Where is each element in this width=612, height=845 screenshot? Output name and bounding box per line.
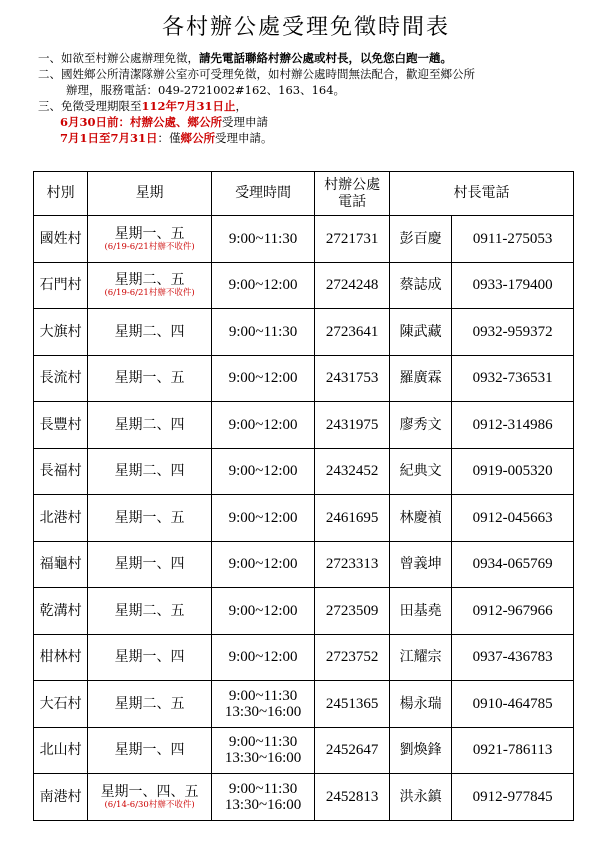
table-row <box>34 541 574 588</box>
note-3a-text: 受理申請 <box>222 115 269 129</box>
schedule-table <box>33 171 574 821</box>
days-note: (6/19-6/21村辦不收件) <box>104 241 195 252</box>
note-3 <box>38 98 598 114</box>
days-text: 星期一、四 <box>114 649 185 666</box>
header-office-phone-line2: 電話 <box>338 193 367 210</box>
days-text: 星期一、五 <box>114 225 185 242</box>
days-text: 星期一、四 <box>114 556 185 573</box>
hours-morning: 9:00~11:30 <box>228 734 298 751</box>
hours-cell <box>211 216 315 263</box>
table-row <box>34 634 574 681</box>
hours-cell <box>211 402 315 449</box>
hours-cell <box>211 262 315 309</box>
note-3-suffix: ， <box>235 99 248 113</box>
village-cell: 北港村 <box>34 495 88 542</box>
chief-phone-cell: 0912-967966 <box>452 588 574 635</box>
chief-phone-cell: 0932-736531 <box>452 355 574 402</box>
table-row <box>34 495 574 542</box>
days-cell <box>88 309 211 356</box>
days-text: 星期一、四 <box>114 742 185 759</box>
days-text: 星期二、五 <box>114 272 185 289</box>
hours-cell <box>211 309 315 356</box>
hours-cell <box>211 774 315 821</box>
note-3-deadline: 112年7月31日止 <box>141 99 236 113</box>
days-text: 星期二、四 <box>114 323 185 340</box>
days-text: 星期二、四 <box>114 463 185 480</box>
table-row <box>34 262 574 309</box>
chief-phone-cell: 0912-314986 <box>452 402 574 449</box>
header-chief-phone: 村長電話 <box>389 172 573 216</box>
chief-name-cell: 彭百慶 <box>389 216 451 263</box>
chief-phone-cell: 0921-786113 <box>452 727 574 774</box>
chief-phone-cell: 0911-275053 <box>452 216 574 263</box>
office-phone-cell: 2451365 <box>315 681 390 728</box>
chief-name-cell: 廖秀文 <box>389 402 451 449</box>
days-cell <box>88 588 211 635</box>
days-note: (6/14-6/30村辦不收件) <box>104 799 195 810</box>
chief-name-cell: 楊永瑞 <box>389 681 451 728</box>
chief-name-cell: 曾義坤 <box>389 541 451 588</box>
days-text: 星期二、四 <box>114 416 185 433</box>
hours-cell <box>211 727 315 774</box>
chief-phone-cell: 0912-045663 <box>452 495 574 542</box>
table-row <box>34 681 574 728</box>
days-cell <box>88 448 211 495</box>
office-phone-cell: 2452813 <box>315 774 390 821</box>
note-3-text: 三、免徵受理期限至 <box>38 99 142 113</box>
notes-block <box>38 50 598 146</box>
days-cell <box>88 727 211 774</box>
hours-morning: 9:00~12:00 <box>228 277 298 294</box>
days-text: 星期一、五 <box>114 370 185 387</box>
office-phone-cell: 2452647 <box>315 727 390 774</box>
days-cell <box>88 402 211 449</box>
chief-name-cell: 羅廣霖 <box>389 355 451 402</box>
chief-name-cell: 蔡誌成 <box>389 262 451 309</box>
table-row <box>34 309 574 356</box>
office-phone-cell: 2723641 <box>315 309 390 356</box>
hours-cell <box>211 495 315 542</box>
table-row <box>34 448 574 495</box>
table-row <box>34 216 574 263</box>
note-2-line-2: 辦理，服務電話：049-2721002#162、163、164。 <box>66 83 346 97</box>
hours-afternoon: 13:30~16:00 <box>224 796 302 813</box>
hours-morning: 9:00~11:30 <box>228 230 298 247</box>
hours-cell <box>211 355 315 402</box>
header-office-phone-line1: 村辦公處 <box>324 176 381 193</box>
hours-cell <box>211 448 315 495</box>
hours-morning: 9:00~12:00 <box>228 649 298 666</box>
hours-morning: 9:00~11:30 <box>228 323 298 340</box>
office-phone-cell: 2724248 <box>315 262 390 309</box>
chief-name-cell: 田基堯 <box>389 588 451 635</box>
note-3b <box>38 130 598 146</box>
chief-phone-cell: 0932-959372 <box>452 309 574 356</box>
village-cell: 長流村 <box>34 355 88 402</box>
chief-phone-cell: 0912-977845 <box>452 774 574 821</box>
table-row <box>34 727 574 774</box>
hours-cell <box>211 541 315 588</box>
days-cell <box>88 541 211 588</box>
note-1-emphasis: 請先電話聯絡村辦公處或村長，以免您白跑一趟。 <box>199 51 452 65</box>
village-cell: 北山村 <box>34 727 88 774</box>
village-cell: 國姓村 <box>34 216 88 263</box>
office-phone-cell: 2723313 <box>315 541 390 588</box>
note-3b-text: ：僅 <box>157 131 181 145</box>
hours-morning: 9:00~12:00 <box>228 556 298 573</box>
hours-cell <box>211 588 315 635</box>
hours-afternoon: 13:30~16:00 <box>224 703 302 720</box>
hours-morning: 9:00~12:00 <box>228 509 298 526</box>
days-cell <box>88 262 211 309</box>
village-cell: 柑林村 <box>34 634 88 681</box>
table-row <box>34 588 574 635</box>
header-days: 星期 <box>88 172 211 216</box>
chief-name-cell: 江耀宗 <box>389 634 451 681</box>
village-cell: 大旗村 <box>34 309 88 356</box>
header-village: 村別 <box>34 172 88 216</box>
chief-name-cell: 林慶禎 <box>389 495 451 542</box>
table-header-row <box>34 172 574 216</box>
hours-morning: 9:00~11:30 <box>228 687 298 704</box>
chief-name-cell: 紀典文 <box>389 448 451 495</box>
chief-phone-cell: 0937-436783 <box>452 634 574 681</box>
note-3b-period: 7月1日至7月31日 <box>60 131 158 145</box>
table-row <box>34 355 574 402</box>
header-office-phone <box>315 172 390 216</box>
village-cell: 石門村 <box>34 262 88 309</box>
days-text: 星期一、五 <box>114 509 185 526</box>
note-3a <box>38 114 598 130</box>
hours-afternoon: 13:30~16:00 <box>224 750 302 767</box>
days-text: 星期一、四、五 <box>100 783 199 800</box>
table-row <box>34 402 574 449</box>
note-2-line-1: 二、國姓鄉公所清潔隊辦公室亦可受理免徵，如村辦公處時間無法配合，歡迎至鄉公所 <box>38 67 475 81</box>
days-cell <box>88 634 211 681</box>
chief-phone-cell: 0933-179400 <box>452 262 574 309</box>
office-phone-cell: 2723752 <box>315 634 390 681</box>
office-phone-cell: 2723509 <box>315 588 390 635</box>
hours-morning: 9:00~12:00 <box>228 602 298 619</box>
header-hours: 受理時間 <box>211 172 315 216</box>
chief-phone-cell: 0934-065769 <box>452 541 574 588</box>
days-text: 星期二、五 <box>114 695 185 712</box>
days-text: 星期二、五 <box>114 602 185 619</box>
village-cell: 長豐村 <box>34 402 88 449</box>
village-cell: 長福村 <box>34 448 88 495</box>
office-phone-cell: 2431753 <box>315 355 390 402</box>
hours-morning: 9:00~11:30 <box>228 780 298 797</box>
hours-cell <box>211 681 315 728</box>
note-1 <box>38 50 598 66</box>
chief-phone-cell: 0919-005320 <box>452 448 574 495</box>
village-cell: 福龜村 <box>34 541 88 588</box>
hours-morning: 9:00~12:00 <box>228 463 298 480</box>
village-cell: 乾溝村 <box>34 588 88 635</box>
days-cell <box>88 216 211 263</box>
office-phone-cell: 2431975 <box>315 402 390 449</box>
days-cell <box>88 355 211 402</box>
note-3b-office: 鄉公所 <box>180 131 216 145</box>
hours-cell <box>211 634 315 681</box>
note-1-text: 一、如欲至村辦公處辦理免徵， <box>38 51 199 65</box>
chief-name-cell: 劉煥鋒 <box>389 727 451 774</box>
note-3b-tail: 受理申請。 <box>215 131 273 145</box>
days-note: (6/19-6/21村辦不收件) <box>104 288 195 299</box>
chief-name-cell: 陳武藏 <box>389 309 451 356</box>
chief-name-cell: 洪永鎮 <box>389 774 451 821</box>
hours-morning: 9:00~12:00 <box>228 370 298 387</box>
days-cell <box>88 681 211 728</box>
office-phone-cell: 2461695 <box>315 495 390 542</box>
village-cell: 大石村 <box>34 681 88 728</box>
table-row <box>34 774 574 821</box>
note-3a-period: 6月30日前：村辦公處、鄉公所 <box>60 115 223 129</box>
days-cell <box>88 495 211 542</box>
page-title: 各村辦公處受理免徵時間表 <box>161 15 450 40</box>
chief-phone-cell: 0910-464785 <box>452 681 574 728</box>
office-phone-cell: 2721731 <box>315 216 390 263</box>
office-phone-cell: 2432452 <box>315 448 390 495</box>
hours-morning: 9:00~12:00 <box>228 416 298 433</box>
days-cell <box>88 774 211 821</box>
village-cell: 南港村 <box>34 774 88 821</box>
